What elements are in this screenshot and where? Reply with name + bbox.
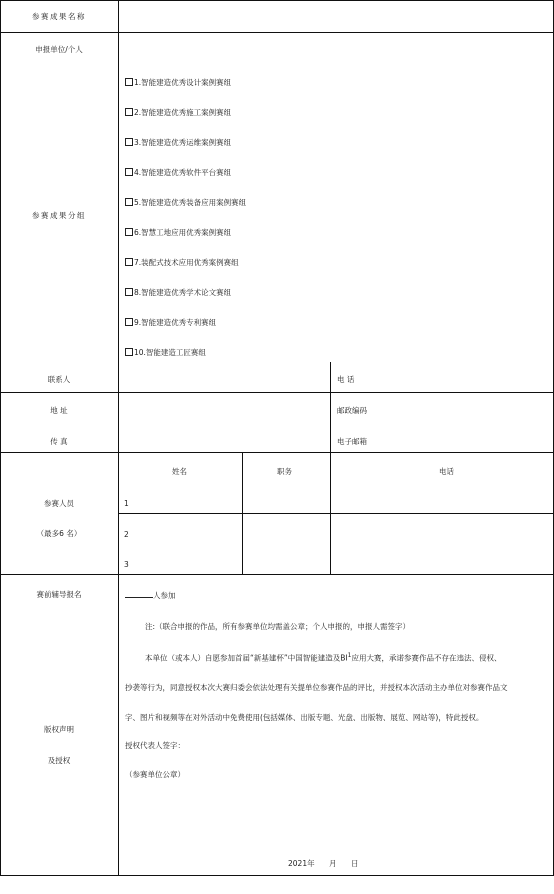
copyright-label: 版权声明 — [44, 725, 74, 734]
declaration-line-1 — [145, 653, 501, 662]
category-option[interactable] — [125, 78, 231, 87]
row-divider — [0, 574, 554, 575]
label-column-divider — [118, 0, 119, 876]
checkbox-icon[interactable] — [125, 348, 133, 356]
category-option[interactable] — [125, 228, 231, 237]
signature-label: 授权代表人签字： — [125, 741, 185, 750]
row-number: 1 — [124, 499, 129, 508]
category-option[interactable] — [125, 318, 216, 327]
category-option-label: 5.智能建造优秀装备应用案例赛组 — [134, 198, 247, 207]
checkbox-icon[interactable] — [125, 138, 133, 146]
fax-label: 传 真 — [50, 437, 68, 446]
checkbox-icon[interactable] — [125, 168, 133, 176]
row-divider — [0, 452, 554, 453]
phone-label: 电 话 — [337, 375, 355, 384]
authorize-label: 及授权 — [47, 756, 71, 765]
category-option[interactable] — [125, 348, 206, 357]
category-option[interactable] — [125, 198, 246, 207]
date-month: 月 — [329, 859, 337, 868]
training-label: 赛前辅导报名 — [36, 590, 82, 599]
category-option[interactable] — [125, 138, 231, 147]
training-count[interactable] — [125, 590, 176, 600]
participants-label: 参赛人员 — [44, 499, 74, 508]
checkbox-icon[interactable] — [125, 228, 133, 236]
checkbox-icon[interactable] — [125, 288, 133, 296]
row-number: 3 — [124, 560, 129, 569]
col-name-header: 姓名 — [172, 467, 187, 476]
name-label: 参赛成果名称 — [32, 12, 86, 21]
category-option-label: 4.智能建造优秀软件平台赛组 — [134, 168, 232, 177]
declaration-text: 应用大赛，承诺参赛作品不存在违法、侵权、 — [351, 653, 502, 663]
note-text: 注:（联合申报的作品，所有参赛单位均需盖公章；个人申报的，申报人需签字） — [145, 622, 411, 631]
contact-label: 联系人 — [47, 375, 71, 384]
category-option-label: 1.智能建造优秀设计案例赛组 — [134, 78, 232, 87]
row-divider — [0, 392, 554, 393]
category-option[interactable] — [125, 258, 239, 267]
checkbox-icon[interactable] — [125, 318, 133, 326]
declaration-line-3: 字、图片和视频等在对外活动中免费使用(包括媒体、出版专题、光盘、出版物、展览、网站等)，特此授权。 — [125, 713, 484, 722]
date-year: 2021年 — [288, 859, 315, 868]
category-option-label: 9.智能建造优秀专利赛组 — [134, 318, 217, 327]
training-count-blank[interactable] — [125, 590, 153, 598]
footnote-mark: 1 — [347, 652, 352, 659]
table-border-top — [0, 0, 554, 1]
checkbox-icon[interactable] — [125, 108, 133, 116]
name-input[interactable] — [120, 2, 550, 30]
address-label: 地 址 — [50, 406, 68, 415]
checkbox-icon[interactable] — [125, 198, 133, 206]
category-option-label: 7.装配式技术应用优秀案例赛组 — [134, 258, 239, 267]
row-number: 2 — [124, 530, 129, 539]
phone-column-divider — [330, 362, 331, 452]
checkbox-icon[interactable] — [125, 78, 133, 86]
training-suffix: 人参加 — [153, 591, 176, 600]
category-option-label: 10.智能建造工匠赛组 — [134, 348, 206, 357]
email-label: 电子邮箱 — [337, 437, 367, 446]
declaration-line-2: 抄袭等行为，同意授权本次大赛归委会依法处理有关提单位参赛作品的评比，并授权本次活动主办单位对参赛作品文 — [125, 683, 508, 692]
name-column-divider — [242, 452, 243, 574]
category-option[interactable] — [125, 168, 231, 177]
declaration-text: 本单位（或本人）自愿参加首届“新基建杯”中国智能建造及BI — [145, 653, 348, 663]
date-day: 日 — [351, 859, 359, 868]
category-option-label: 3.智能建造优秀运维案例赛组 — [134, 138, 232, 147]
row-divider — [0, 32, 554, 33]
row-divider — [118, 513, 554, 514]
title-column-divider — [330, 452, 331, 574]
category-option[interactable] — [125, 288, 231, 297]
category-option-label: 2.智能建造优秀施工案例赛组 — [134, 108, 232, 117]
table-border-bottom — [0, 875, 554, 876]
unit-label: 申报单位/个人 — [35, 45, 83, 54]
col-title-header: 职务 — [277, 467, 292, 476]
postcode-label: 邮政编码 — [337, 406, 367, 415]
col-phone-header: 电话 — [439, 467, 454, 476]
seal-label: （参赛单位公章） — [125, 770, 185, 779]
category-option[interactable] — [125, 108, 231, 117]
participants-max: （最多6 名） — [36, 529, 82, 538]
category-option-label: 8.智能建造优秀学术论文赛组 — [134, 288, 232, 297]
checkbox-icon[interactable] — [125, 258, 133, 266]
category-option-label: 6.智慧工地应用优秀案例赛组 — [134, 228, 232, 237]
category-label: 参赛成果分组 — [32, 211, 86, 220]
